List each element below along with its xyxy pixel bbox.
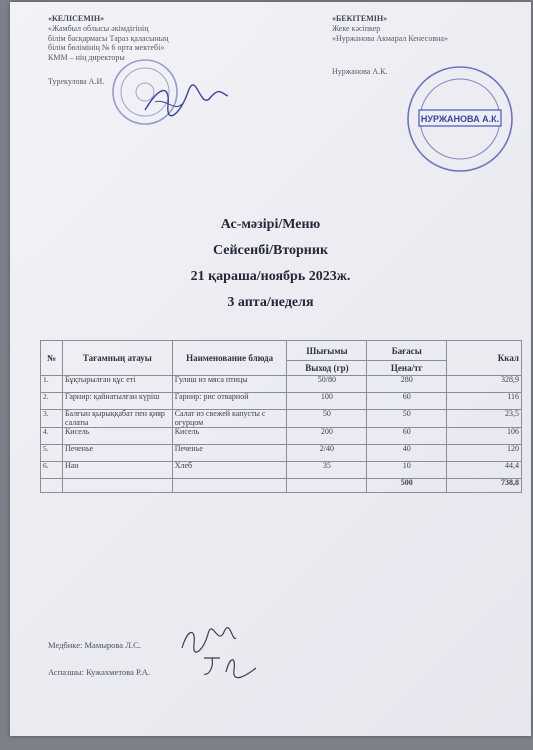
row-output: 100 xyxy=(287,393,367,410)
row-name-kz: Гарнир: қайнатылған күріш xyxy=(62,393,172,410)
row-price: 50 xyxy=(367,410,447,428)
approval-left-signer: Турекулова А.И. xyxy=(48,76,105,86)
row-output: 200 xyxy=(287,428,367,445)
table-header-row xyxy=(41,341,522,361)
header-price-ru: Цена/тг xyxy=(367,361,447,376)
header-output-ru: Выход (гр) xyxy=(287,361,367,376)
approval-right-heading: «БЕКІТЕМІН» xyxy=(332,14,388,23)
row-name-kz: Бұқтырылған құс еті xyxy=(62,376,172,393)
row-name-kz: Кисель xyxy=(62,428,172,445)
row-name-ru: Кисель xyxy=(172,428,287,445)
table-row xyxy=(41,410,522,428)
footer-cook: Аспазшы: Кужахметова Р.А. xyxy=(48,667,151,677)
row-price: 60 xyxy=(367,428,447,445)
row-name-ru: Салат из свежей капусты с огурцом xyxy=(172,410,287,428)
row-name-kz: Нан xyxy=(62,462,172,479)
row-kcal: 23,5 xyxy=(447,410,522,428)
table-total-row xyxy=(41,479,522,493)
header-name-kz: Тағамның атауы xyxy=(62,341,172,376)
row-kcal: 44,4 xyxy=(447,462,522,479)
row-kcal: 328,9 xyxy=(447,376,522,393)
row-name-kz: Балғын қырыққабат пен қияр салаты xyxy=(62,410,172,428)
row-no: 3. xyxy=(41,410,63,428)
approval-right-line: «Нуржанова Акмарал Кенесовна» xyxy=(332,33,448,43)
menu-date: 21 қараша/ноябрь 2023ж. xyxy=(190,269,351,284)
approval-left-heading: «КЕЛІСЕМІН» xyxy=(48,14,105,23)
total-kcal: 738,8 xyxy=(447,479,522,493)
header-price-kz: Бағасы xyxy=(367,341,447,361)
approval-left-line: КММ – нің директоры xyxy=(48,53,125,63)
table-row xyxy=(41,445,522,462)
approval-left-line: білім басқармасы Тараз қаласының xyxy=(48,33,169,43)
header-kcal: Ккал xyxy=(447,341,522,376)
stamp-right-text: НУРЖАНОВА А.К. xyxy=(420,114,500,124)
row-output: 50 xyxy=(287,410,367,428)
row-output: 35 xyxy=(287,462,367,479)
row-output: 2/40 xyxy=(287,445,367,462)
approval-right-line: Жеке кәсіпкер xyxy=(332,23,381,33)
menu-table xyxy=(40,340,522,493)
menu-day: Сейсенбі/Вторник xyxy=(212,243,329,258)
approval-left-line: «Жамбыл облысы әкімдігінің xyxy=(48,23,149,33)
cook-signature-icon xyxy=(200,650,260,680)
row-kcal: 116 xyxy=(447,393,522,410)
menu-title: Ас-мәзірі/Меню xyxy=(220,217,321,232)
table-row xyxy=(41,462,522,479)
row-name-ru: Гуляш из мяса птицы xyxy=(172,376,287,393)
row-price: 40 xyxy=(367,445,447,462)
row-price: 280 xyxy=(367,376,447,393)
row-no: 2. xyxy=(41,393,63,410)
footer-nurse: Медбике: Мамырова Л.С. xyxy=(48,640,141,650)
row-no: 4. xyxy=(41,428,63,445)
director-signature-icon xyxy=(140,80,230,120)
header-no: № xyxy=(41,341,63,376)
table-row xyxy=(41,393,522,410)
row-no: 1. xyxy=(41,376,63,393)
table-row xyxy=(41,376,522,393)
row-kcal: 120 xyxy=(447,445,522,462)
row-name-kz: Печенье xyxy=(62,445,172,462)
approval-right-signer: Нуржанова А.К. xyxy=(332,67,388,77)
document-sheet xyxy=(10,2,531,736)
row-name-ru: Печенье xyxy=(172,445,287,462)
row-price: 10 xyxy=(367,462,447,479)
row-name-ru: Хлеб xyxy=(172,462,287,479)
header-output-kz: Шығымы xyxy=(287,341,367,361)
row-name-ru: Гарнир: рис отварной xyxy=(172,393,287,410)
row-no: 6. xyxy=(41,462,63,479)
row-output: 50/80 xyxy=(287,376,367,393)
total-price: 500 xyxy=(367,479,447,493)
menu-week: 3 апта/неделя xyxy=(227,295,314,310)
row-no: 5. xyxy=(41,445,63,462)
row-kcal: 106 xyxy=(447,428,522,445)
header-name-ru: Наименование блюда xyxy=(172,341,287,376)
approval-left-line: білім бөлімінің № 6 орта мектебі» xyxy=(48,43,165,53)
menu-title-block xyxy=(10,212,531,316)
row-price: 60 xyxy=(367,393,447,410)
table-row xyxy=(41,428,522,445)
entrepreneur-seal-icon xyxy=(405,64,515,174)
